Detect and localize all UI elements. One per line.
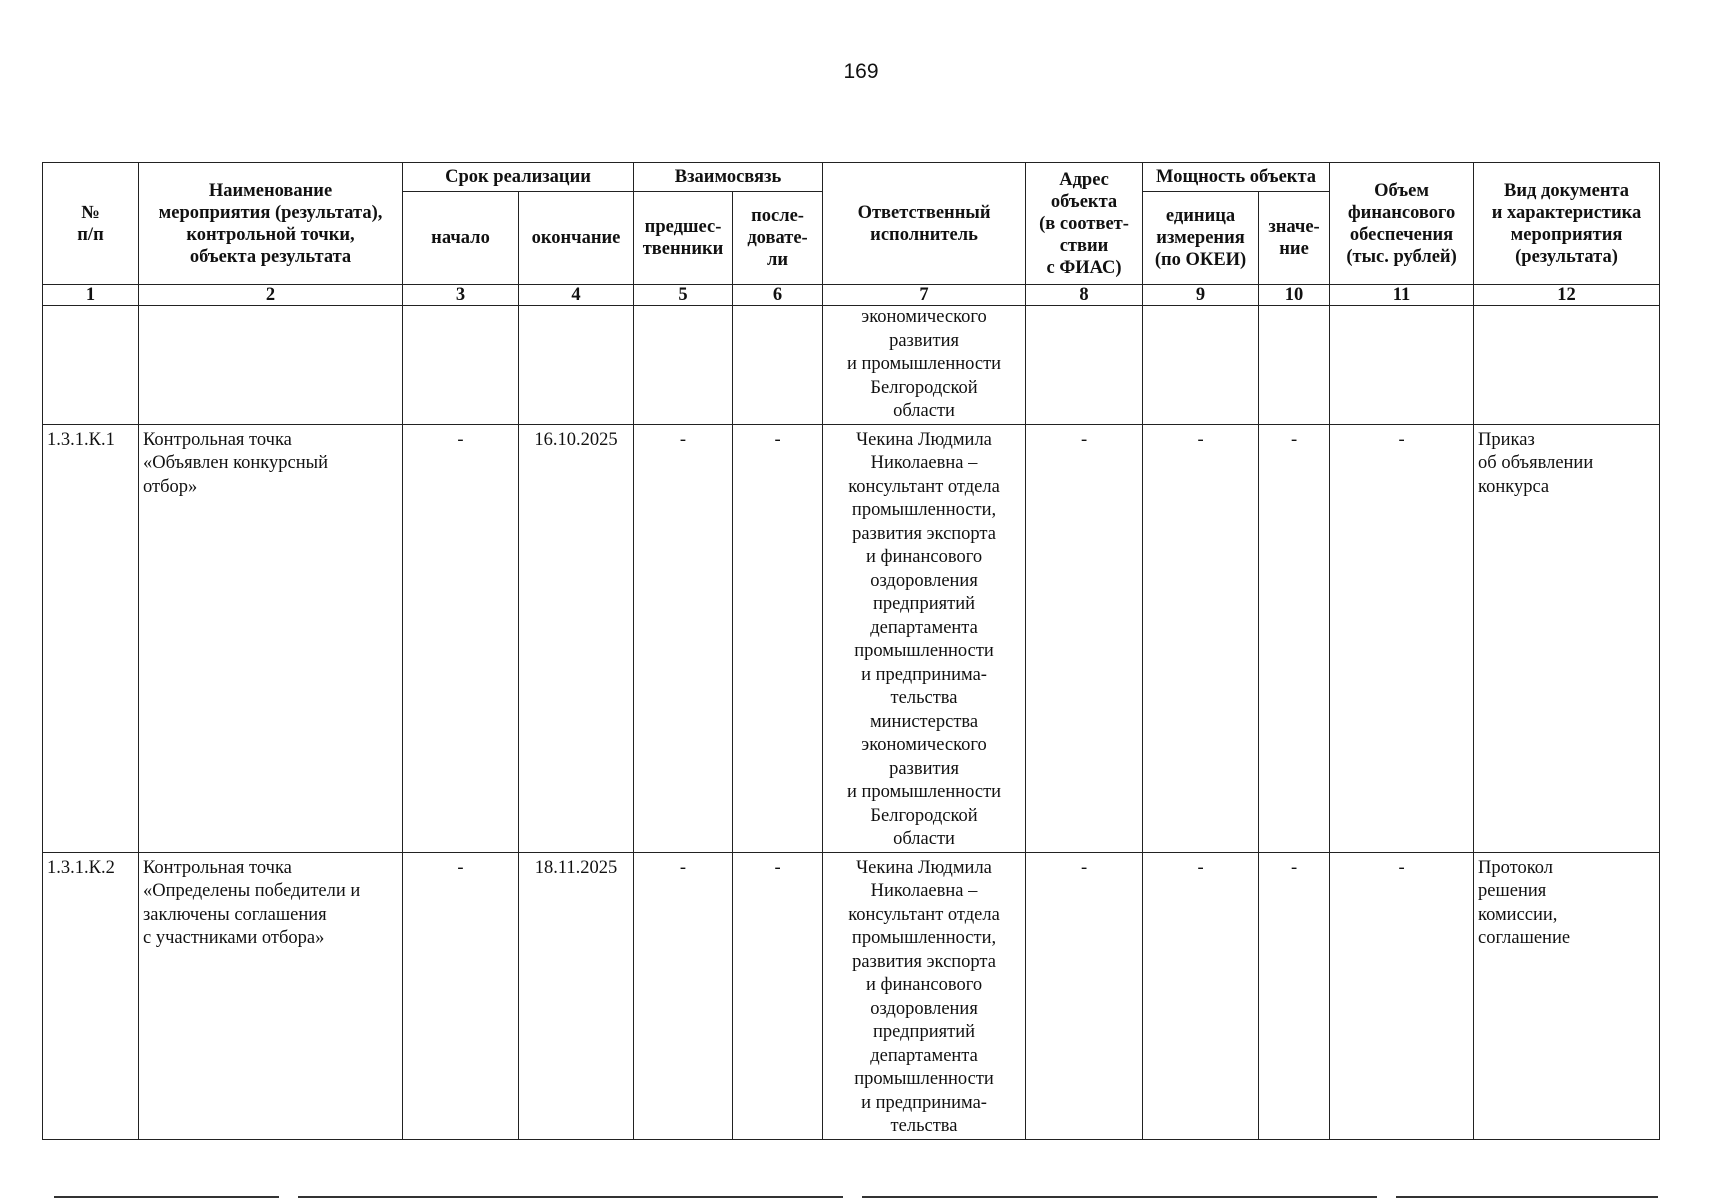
cell-finance <box>1330 306 1474 425</box>
footer-rule <box>298 1196 843 1198</box>
column-number: 10 <box>1259 285 1330 306</box>
column-number: 12 <box>1474 285 1660 306</box>
header-link-group: Взаимосвязь <box>634 163 823 192</box>
header-end: окончание <box>519 192 634 285</box>
table-row <box>43 424 1660 852</box>
cell-unit <box>1143 306 1259 425</box>
header-finance: Объем финансового обеспечения (тыс. рублей) <box>1330 163 1474 285</box>
cell-unit: - <box>1143 852 1259 1139</box>
column-number: 6 <box>733 285 823 306</box>
cell-end <box>519 306 634 425</box>
footer-rule <box>1396 1196 1658 1198</box>
header-name: Наименование мероприятия (результата), контрольной точки, объекта результата <box>139 163 403 285</box>
cell-address <box>1026 306 1143 425</box>
cell-end: 18.11.2025 <box>519 852 634 1139</box>
cell-document <box>1474 306 1660 425</box>
cell-successors: - <box>733 852 823 1139</box>
header-predecessors: предшес- твенники <box>634 192 733 285</box>
column-number: 5 <box>634 285 733 306</box>
cell-responsible: Чекина Людмила Николаевна – консультант отдела промышленности, развития экспорта и финансового оздоровления предприятий департамента промышленности и предпринима- тельства <box>823 852 1026 1139</box>
cell-name: Контрольная точка «Объявлен конкурсный отбор» <box>139 424 403 852</box>
column-number: 9 <box>1143 285 1259 306</box>
cell-name <box>139 306 403 425</box>
cell-start <box>403 306 519 425</box>
cell-responsible: экономического развития и промышленности Белгородской области <box>823 306 1026 425</box>
cell-num: 1.3.1.К.2 <box>43 852 139 1139</box>
cell-address: - <box>1026 424 1143 852</box>
header-document: Вид документа и характеристика мероприятия (результата) <box>1474 163 1660 285</box>
cell-num: 1.3.1.К.1 <box>43 424 139 852</box>
footer-rule <box>54 1196 279 1198</box>
cell-value: - <box>1259 852 1330 1139</box>
column-number: 1 <box>43 285 139 306</box>
cell-predecessors <box>634 306 733 425</box>
cell-successors <box>733 306 823 425</box>
cell-address: - <box>1026 852 1143 1139</box>
column-number: 7 <box>823 285 1026 306</box>
table-row <box>43 306 1660 425</box>
cell-name: Контрольная точка «Определены победители и заключены соглашения с участниками отбора» <box>139 852 403 1139</box>
header-unit: единица измерения (по ОКЕИ) <box>1143 192 1259 285</box>
column-number: 2 <box>139 285 403 306</box>
cell-predecessors: - <box>634 424 733 852</box>
cell-end: 16.10.2025 <box>519 424 634 852</box>
cell-unit: - <box>1143 424 1259 852</box>
cell-num <box>43 306 139 425</box>
header-responsible: Ответственный исполнитель <box>823 163 1026 285</box>
header-num: № п/п <box>43 163 139 285</box>
footer-rule <box>862 1196 1377 1198</box>
cell-value <box>1259 306 1330 425</box>
cell-start: - <box>403 424 519 852</box>
cell-finance: - <box>1330 852 1474 1139</box>
cell-responsible: Чекина Людмила Николаевна – консультант отдела промышленности, развития экспорта и финансового оздоровления предприятий департамента промышленности и предпринима- тельства министерства экономического развития и промышленности Белгородской области <box>823 424 1026 852</box>
table-row <box>43 852 1660 1139</box>
header-term-group: Срок реализации <box>403 163 634 192</box>
cell-predecessors: - <box>634 852 733 1139</box>
column-number: 4 <box>519 285 634 306</box>
cell-value: - <box>1259 424 1330 852</box>
header-row-top <box>43 163 1660 192</box>
page-number: 169 <box>843 60 879 83</box>
header-capacity-group: Мощность объекта <box>1143 163 1330 192</box>
header-start: начало <box>403 192 519 285</box>
header-successors: после- довате- ли <box>733 192 823 285</box>
header-address: Адрес объекта (в соответ- ствии с ФИАС) <box>1026 163 1143 285</box>
cell-document: Протокол решения комиссии, соглашение <box>1474 852 1660 1139</box>
header-value: значе- ние <box>1259 192 1330 285</box>
cell-successors: - <box>733 424 823 852</box>
plan-table <box>42 162 1660 1140</box>
column-number: 11 <box>1330 285 1474 306</box>
cell-document: Приказ об объявлении конкурса <box>1474 424 1660 852</box>
cell-start: - <box>403 852 519 1139</box>
column-number: 8 <box>1026 285 1143 306</box>
column-number: 3 <box>403 285 519 306</box>
column-number-row <box>43 285 1660 306</box>
cell-finance: - <box>1330 424 1474 852</box>
